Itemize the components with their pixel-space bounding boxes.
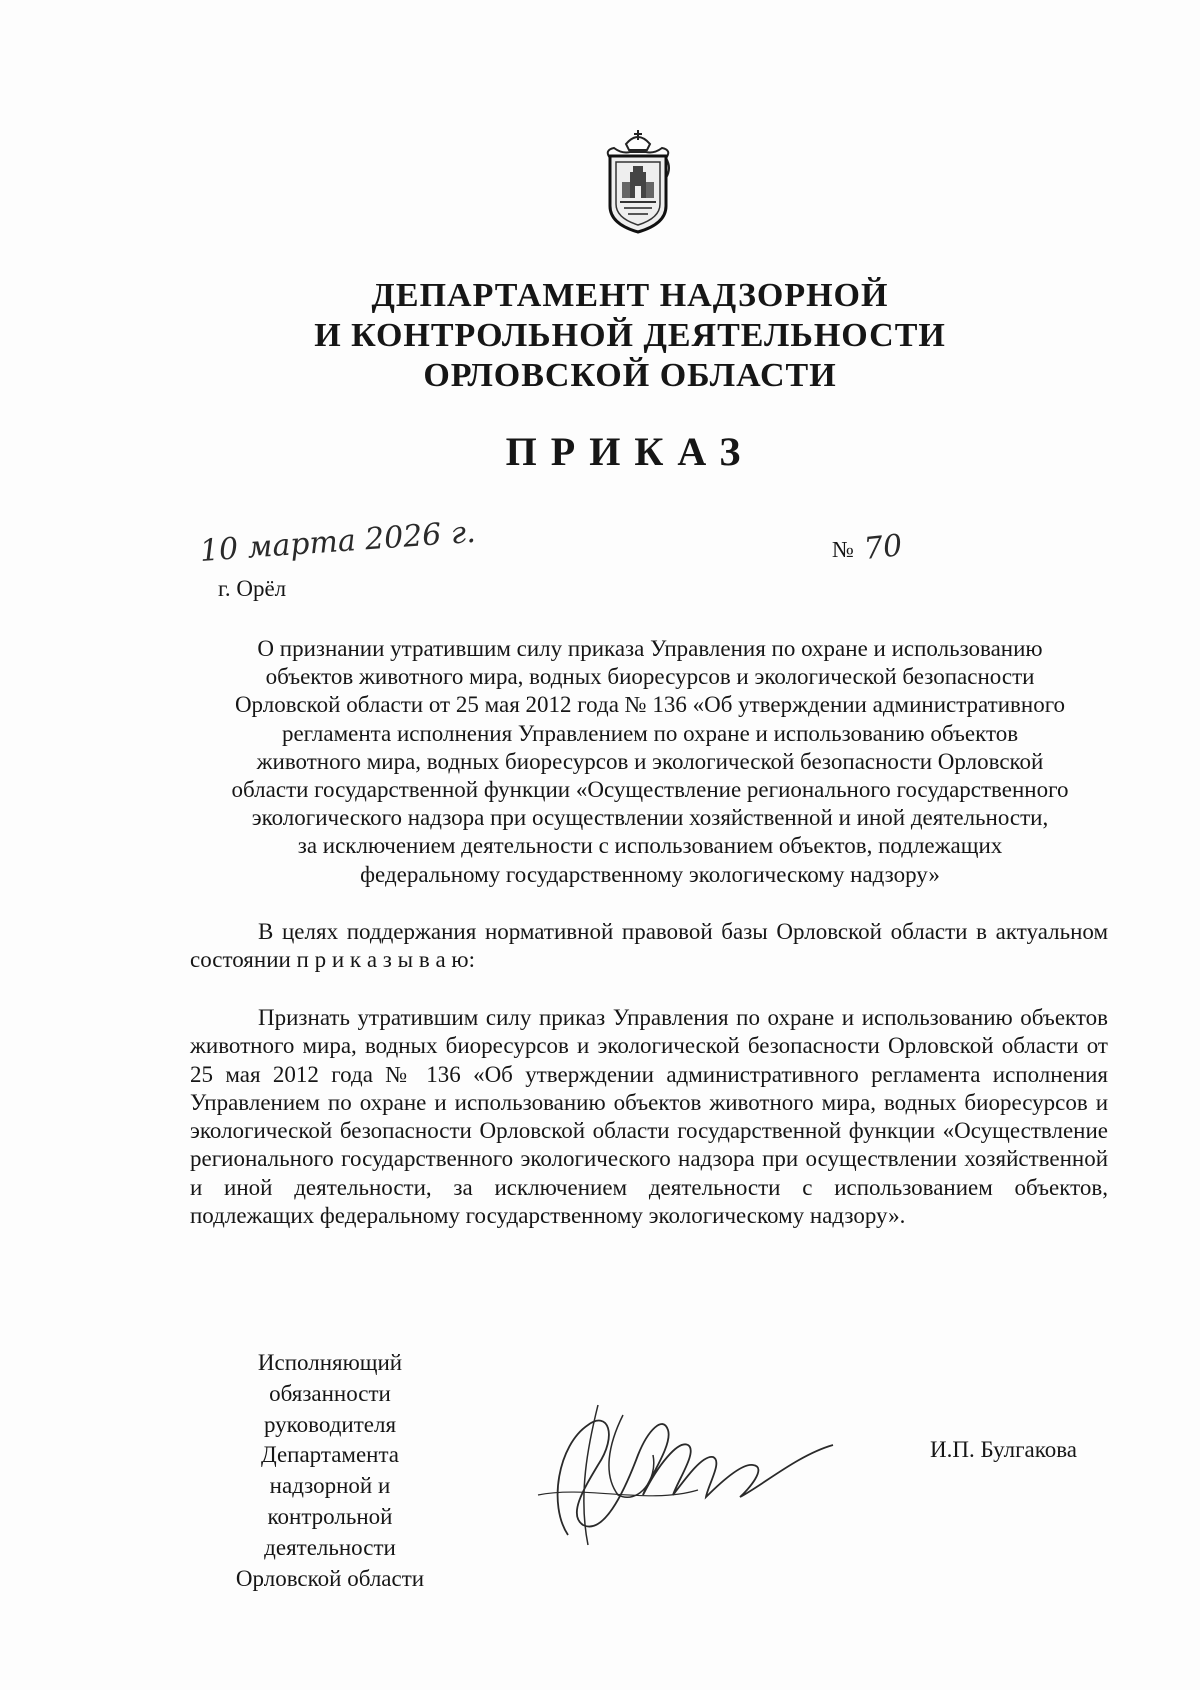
- subject-line: федеральному государственному экологическому надзору»: [360, 861, 940, 887]
- subject-line: экологического надзора при осуществлении хозяйственной и иной деятельности,: [251, 805, 1049, 831]
- subject-line: регламента исполнения Управлением по охране и использованию объектов: [281, 720, 1019, 746]
- subject-line: животного мира, водных биоресурсов и экологической безопасности Орловской: [256, 748, 1044, 774]
- position-line: контрольной: [267, 1503, 393, 1529]
- city-label: г. Орёл: [218, 576, 287, 601]
- subject-line: области государственной функции «Осуществление регионального государственного: [231, 777, 1069, 803]
- order-subject: [190, 635, 1110, 889]
- position-line: руководителя: [263, 1411, 397, 1437]
- position-line: надзорной и: [269, 1473, 391, 1499]
- handwritten-date: 10 марта 2026 г.: [198, 514, 477, 569]
- org-title-line-1: ДЕПАРТАМЕНТ НАДЗОРНОЙ: [371, 277, 889, 314]
- handwritten-number: 70: [862, 528, 904, 567]
- position-line: Департамента: [260, 1442, 400, 1468]
- order-paragraph: [190, 1004, 1108, 1230]
- subject-line: объектов животного мира, водных биоресурсов и экологической безопасности: [265, 664, 1035, 690]
- organization-title: [200, 276, 1060, 396]
- position-line: деятельности: [264, 1534, 396, 1560]
- position-line: Орловской области: [235, 1565, 425, 1591]
- signatory-name: И.П. Булгакова: [930, 1437, 1077, 1462]
- preamble-paragraph: [190, 918, 1108, 975]
- coat-of-arms-icon: [600, 128, 676, 234]
- order-text: Признать утратившим силу приказ Управления по охране и использованию объектов животного мира, водных биоресурсов и экологической безопасности Орловской области от 25 мая 2012 года № 136 «Об утверждении административного регламента исполнения Управлением по охране и использованию объектов животного мира, водных биоресурсов и экологической безопасности Орловской области государственной функции «Осуществление регионального государственного экологического надзора при осуществлении хозяйственной и иной деятельности, за исключением деятельности с использованием объектов, подлежащих федеральному государственному экологическому надзору».: [190, 1005, 1108, 1229]
- order-number: [832, 530, 902, 565]
- document-type: ПРИКАЗ: [505, 429, 755, 474]
- subject-line: О признании утратившим силу приказа Управления по охране и использованию: [257, 636, 1043, 661]
- subject-line: за исключением деятельности с использованием объектов, подлежащих: [297, 833, 1003, 859]
- org-title-line-3: ОРЛОВСКОЙ ОБЛАСТИ: [423, 357, 837, 394]
- signatory-position: [200, 1348, 460, 1594]
- position-line: Исполняющий: [257, 1350, 403, 1375]
- number-sign: №: [832, 537, 854, 562]
- org-title-line-2: И КОНТРОЛЬНОЙ ДЕЯТЕЛЬНОСТИ: [314, 317, 946, 354]
- subject-line: Орловской области от 25 мая 2012 года № 136 «Об утверждении административного: [234, 692, 1066, 718]
- position-line: обязанности: [269, 1380, 391, 1406]
- preamble-text: В целях поддержания нормативной правовой базы Орловской области в актуальном состоянии п р и к а з ы в а ю:: [190, 919, 1108, 973]
- handwritten-signature: [528, 1385, 838, 1550]
